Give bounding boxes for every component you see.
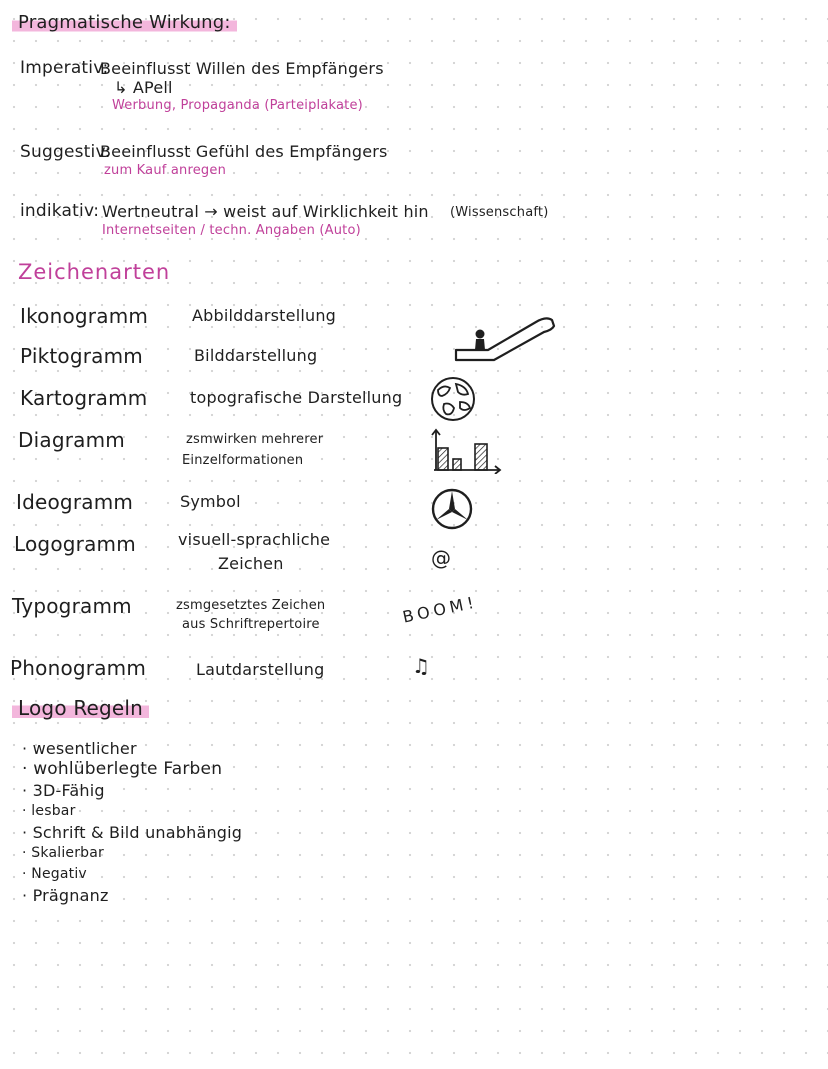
- logo-regeln-text: Logo Regeln: [12, 696, 149, 720]
- list-item: · wohlüberlegte Farben: [22, 759, 223, 779]
- list-item: · Skalierbar: [22, 845, 104, 861]
- desc2-logogramm: Zeichen: [218, 554, 284, 573]
- globe-icon: [428, 376, 478, 422]
- example-suggestiv: zum Kauf anregen: [104, 163, 227, 178]
- desc-suggestiv: Beeinflusst Gefühl des Empfängers: [100, 142, 388, 161]
- desc-diagramm: zsmwirken mehrerer: [186, 432, 324, 447]
- at-sign-icon: @: [431, 546, 452, 570]
- desc-phonogramm: Lautdarstellung: [196, 660, 325, 679]
- desc2-typogramm: aus Schriftrepertoire: [182, 617, 320, 632]
- note-imperativ: ↳ APell: [114, 78, 173, 97]
- term-phonogramm: Phonogramm: [10, 656, 147, 680]
- term-kartogramm: Kartogramm: [20, 386, 148, 410]
- term-ikonogramm: Ikonogramm: [20, 304, 149, 328]
- term-typogramm: Typogramm: [12, 594, 132, 618]
- term-piktogramm: Piktogramm: [20, 344, 143, 368]
- mercedes-star-icon: [430, 488, 474, 530]
- term-diagramm: Diagramm: [18, 428, 125, 452]
- desc-indikativ: Wertneutral → weist auf Wirklichkeit hin: [102, 202, 429, 221]
- desc-ideogramm: Symbol: [180, 492, 241, 511]
- desc-ikonogramm: Abbilddarstellung: [192, 306, 337, 325]
- bar-chart-icon: [428, 428, 504, 474]
- boom-text-icon: BOOM!: [400, 592, 480, 627]
- section-title-zeichenarten: Zeichenarten: [18, 260, 171, 284]
- term-imperativ: Imperativ:: [20, 58, 109, 78]
- section-title-logo-regeln: [12, 696, 149, 720]
- list-item: · wesentlicher: [22, 739, 137, 758]
- desc-typogramm: zsmgesetztes Zeichen: [176, 598, 326, 613]
- example-indikativ: Internetseiten / techn. Angaben (Auto): [102, 223, 361, 238]
- list-item: · 3D-Fähig: [22, 781, 105, 800]
- desc-imperativ: Beeinflusst Willen des Empfängers: [100, 59, 384, 78]
- term-indikativ: indikativ:: [20, 201, 100, 221]
- title-text: Pragmatische Wirkung:: [12, 12, 237, 33]
- list-item: · lesbar: [22, 803, 76, 819]
- term-logogramm: Logogramm: [14, 532, 136, 556]
- term-ideogramm: Ideogramm: [16, 490, 134, 514]
- logo-rules-list: [22, 738, 242, 906]
- desc2-diagramm: Einzelformationen: [182, 453, 304, 468]
- music-note-icon: ♫: [412, 654, 431, 678]
- section-title-pragmatische-wirkung: [12, 12, 237, 33]
- term-suggestiv: Suggestiv:: [20, 142, 111, 162]
- desc-logogramm: visuell-sprachliche: [178, 530, 331, 549]
- escalator-person-icon: [448, 312, 560, 368]
- extra-indikativ: (Wissenschaft): [450, 205, 549, 220]
- list-item: · Prägnanz: [22, 886, 109, 905]
- list-item: · Schrift & Bild unabhängig: [22, 823, 243, 842]
- list-item: · Negativ: [22, 866, 87, 882]
- desc-piktogramm: Bilddarstellung: [194, 346, 318, 365]
- example-imperativ: Werbung, Propaganda (Parteiplakate): [112, 98, 363, 113]
- desc-kartogramm: topografische Darstellung: [190, 388, 403, 407]
